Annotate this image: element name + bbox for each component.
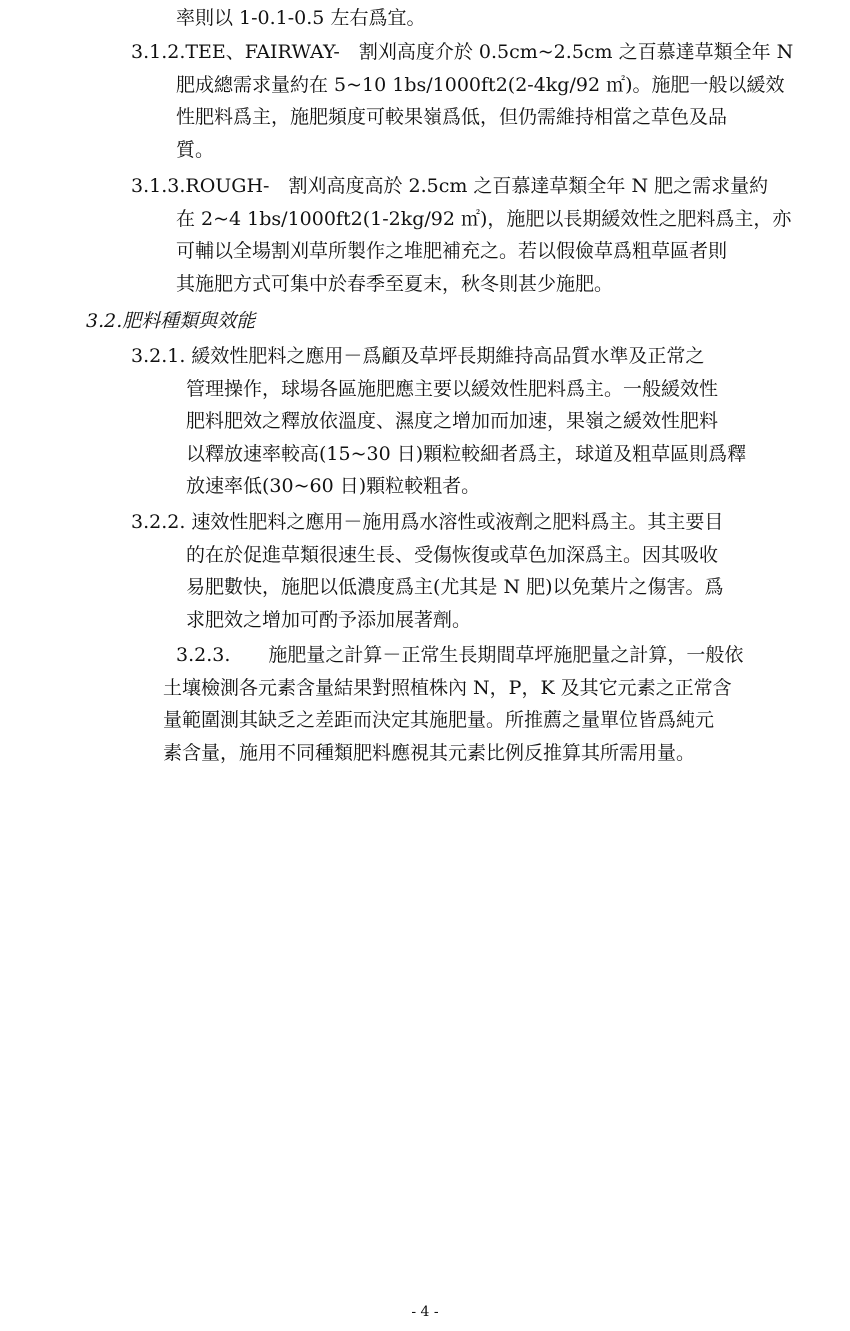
text-line: 求肥效之增加可酌予添加展著劑。 — [186, 608, 472, 631]
list-item-heading-line: 3.2.3. 施肥量之計算－正常生長期間草坪施肥量之計算，一般依 — [176, 644, 744, 666]
paragraph-continuation — [176, 2, 425, 35]
text-line: 量範圍測其缺乏之差距而決定其施肥量。所推薦之量單位皆爲純元 — [163, 709, 715, 731]
list-item-heading-line: 3.2.1. 緩效性肥料之應用－爲顧及草坪長期維持高品質水準及正常之 — [131, 345, 705, 367]
list-item-3-2-3 — [176, 639, 743, 672]
list-item-heading-line: 3.1.3.ROUGH- 割刈高度高於 2.5cm 之百慕達草類全年 N 肥之需求量約 — [131, 175, 769, 197]
text-line: 管理操作，球場各區施肥應主要以緩效性肥料爲主。一般緩效性 — [186, 377, 719, 400]
list-item-3-1-2-body — [176, 69, 785, 167]
text-line: 素含量，施用不同種類肥料應視其元素比例反推算其所需用量。 — [163, 741, 696, 764]
text-line: 土壤檢測各元素含量結果對照植株內 N，P，K 及其它元素之正常含 — [163, 676, 732, 699]
list-item-heading-line: 3.2.2. 速效性肥料之應用－施用爲水溶性或液劑之肥料爲主。其主要目 — [131, 511, 724, 533]
list-item-3-1-3 — [131, 170, 768, 203]
list-item-3-1-2 — [131, 36, 793, 69]
text-line: 放速率低(30~60 日)顆粒較粗者。 — [186, 475, 481, 497]
list-item-3-2-1-body — [186, 373, 746, 503]
list-item-3-2-2 — [131, 506, 723, 539]
text-line: 肥成總需求量約在 5~10 1bs/1000ft2(2-4kg/92 ㎡)。施肥一般以緩效 — [176, 73, 785, 96]
text-line: 在 2~4 1bs/1000ft2(1-2kg/92 ㎡)，施肥以長期緩效性之肥料爲主，亦 — [176, 207, 792, 230]
text-line: 其施肥方式可集中於春季至夏末，秋冬則甚少施肥。 — [176, 272, 614, 295]
list-item-3-1-3-body — [176, 203, 791, 301]
list-item-3-2-1 — [131, 340, 704, 373]
list-item-heading-line: 3.1.2.TEE、FAIRWAY- 割刈高度介於 0.5cm~2.5cm 之百慕達草類全年 N — [131, 41, 794, 63]
text-line: 性肥料爲主，施肥頻度可較果嶺爲低，但仍需維持相當之草色及品 — [176, 106, 728, 128]
text-line: 易肥數快，施肥以低濃度爲主(尤其是 N 肥)以免葉片之傷害。爲 — [186, 576, 724, 598]
list-item-3-2-2-body — [186, 539, 724, 637]
text-line: 率則以 1-0.1-0.5 左右爲宜。 — [176, 7, 426, 29]
text-line: 肥料肥效之釋放依溫度、濕度之增加而加速，果嶺之緩效性肥料 — [186, 410, 719, 432]
page-number: - 4 - — [411, 1304, 439, 1320]
text-line: 的在於促進草類很速生長、受傷恢復或草色加深爲主。因其吸收 — [186, 543, 719, 566]
section-heading: 3.2.肥料種類與效能 — [86, 310, 256, 332]
text-line: 質。 — [176, 138, 215, 161]
list-item-3-2-3-body — [163, 672, 732, 770]
text-line: 可輔以全場割刈草所製作之堆肥補充之。若以假儉草爲粗草區者則 — [176, 240, 728, 262]
text-line: 以釋放速率較高(15~30 日)顆粒較細者爲主，球道及粗草區則爲釋 — [186, 442, 747, 465]
